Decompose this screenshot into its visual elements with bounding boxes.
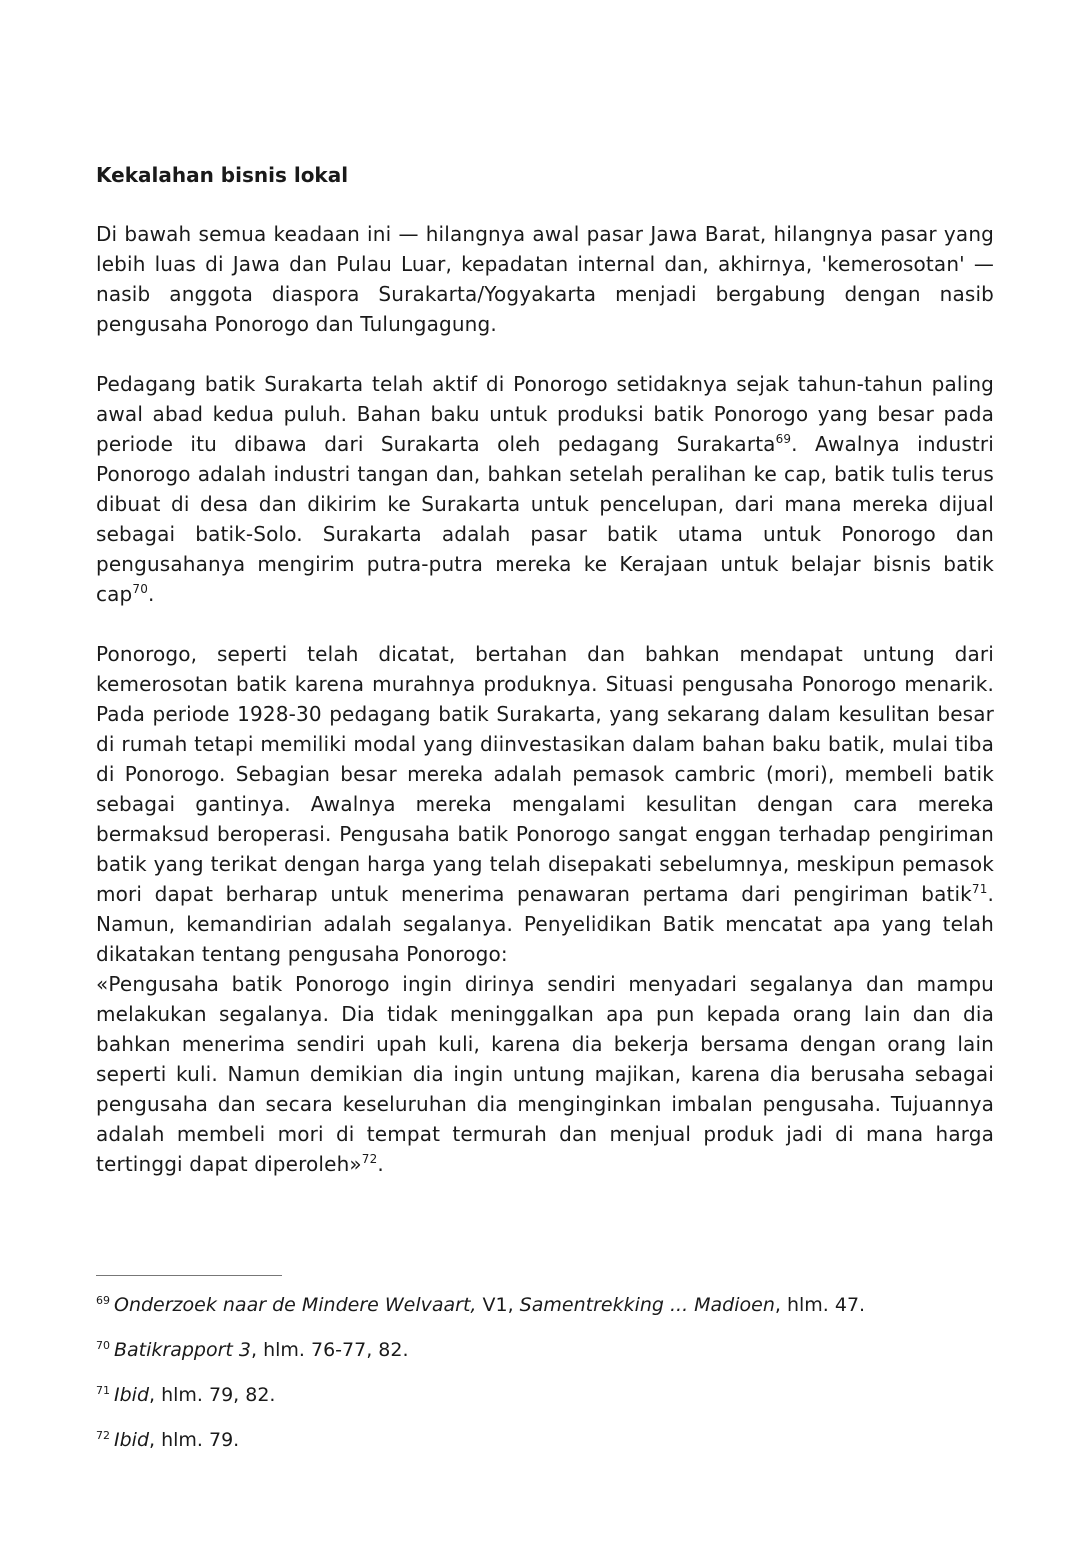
footnote-italic: Ibid — [114, 1384, 150, 1406]
footnote-number: 70 — [96, 1339, 110, 1352]
footnote-ref-70[interactable]: 70 — [132, 582, 148, 596]
footnote-71 — [96, 1381, 994, 1409]
quote-end: . — [377, 1152, 384, 1176]
footnote-italic: Samentrekking ... Madioen — [519, 1294, 775, 1316]
footnote-ref-72[interactable]: 72 — [361, 1152, 378, 1166]
footnote-italic: Batikrapport 3 — [114, 1339, 251, 1361]
section-heading: Kekalahan bisnis lokal — [96, 163, 349, 187]
footnote-number: 72 — [96, 1429, 110, 1442]
main-content — [96, 160, 994, 1179]
paragraph-2-text-b: . Awalnya industri Ponorogo adalah industri tangan dan, bahkan setelah peralihan ke cap, batik tulis terus dibuat di desa dan dikirim ke Surakarta untuk pencelupan, dari mana mereka dijual sebagai batik-Solo. Surakarta adalah pasar batik utama untuk Ponorogo dan pengusahanya mengirim putra-putra mereka ke Kerajaan untuk belajar bisnis batik cap — [96, 432, 994, 606]
paragraph-2-text-c: . — [147, 582, 155, 606]
paragraph-3 — [96, 639, 994, 969]
footnote-italic: Ibid — [114, 1429, 150, 1451]
footnote-69 — [96, 1291, 994, 1319]
footnote-text: V1, — [476, 1294, 520, 1316]
footnote-italic: Onderzoek naar de Mindere Welvaart, — [114, 1294, 477, 1316]
footnotes-section — [96, 1275, 994, 1471]
paragraph-3-text-a: Ponorogo, seperti telah dicatat, bertahan dan bahkan mendapat untung dari kemerosotan batik karena murahnya produknya. Situasi pengusaha Ponorogo menarik. Pada periode 1928-30 pedagang batik Surakarta, yang sekarang dalam kesulitan besar di rumah tetapi memiliki modal yang diinvestasikan dalam bahan baku batik, mulai tiba di Ponorogo. Sebagian besar mereka adalah pemasok cambric (mori), membeli batik sebagai gantinya. Awalnya mereka mengalami kesulitan dengan cara mereka bermaksud beroperasi. Pengusaha batik Ponorogo sangat enggan terhadap pengiriman batik yang terikat dengan harga yang telah disepakati sebelumnya, meskipun pemasok mori dapat berharap untuk menerima penawaran pertama dari pengiriman batik — [96, 642, 994, 906]
paragraph-2 — [96, 369, 994, 609]
paragraph-2-text-a: Pedagang batik Surakarta telah aktif di Ponorogo setidaknya sejak tahun-tahun paling awal abad kedua puluh. Bahan baku untuk produksi batik Ponorogo yang besar pada periode itu dibawa dari Surakarta oleh pedagang Surakarta — [96, 372, 994, 456]
footnote-text: , hlm. 76-77, 82. — [251, 1339, 409, 1361]
footnote-ref-71[interactable]: 71 — [971, 882, 988, 896]
quote-text: «Pengusaha batik Ponorogo ingin dirinya sendiri menyadari segalanya dan mampu melakukan segalanya. Dia tidak meninggalkan apa pun kepada orang lain dan dia bahkan menerima sendiri upah kuli, karena dia bekerja bersama dengan orang lain seperti kuli. Namun demikian dia ingin untung majikan, karena dia berusaha sebagai pengusaha dan secara keseluruhan dia menginginkan imbalan pengusaha. Tujuannya adalah membeli mori di tempat termurah dan menjual produk jadi di mana harga tertinggi dapat diperoleh» — [96, 972, 994, 1176]
paragraph-1-text: Di bawah semua keadaan ini — hilangnya awal pasar Jawa Barat, hilangnya pasar yang lebih luas di Jawa dan Pulau Luar, kepadatan internal dan, akhirnya, 'kemerosotan' — nasib anggota diaspora Surakarta/Yogyakarta menjadi bergabung dengan nasib pengusaha Ponorogo dan Tulungagung. — [96, 222, 994, 336]
footnote-text: , hlm. 79. — [149, 1429, 240, 1451]
footnote-divider — [96, 1275, 282, 1276]
footnote-number: 69 — [96, 1294, 110, 1307]
footnote-70 — [96, 1336, 994, 1364]
footnote-72 — [96, 1426, 994, 1454]
quote-paragraph — [96, 969, 994, 1179]
footnote-text: , hlm. 79, 82. — [149, 1384, 276, 1406]
footnote-number: 71 — [96, 1384, 110, 1397]
footnote-ref-69[interactable]: 69 — [775, 432, 792, 446]
paragraph-3-text-b: . Namun, kemandirian adalah segalanya. Penyelidikan Batik mencatat apa yang telah dikatakan tentang pengusaha Ponorogo: — [96, 882, 994, 966]
footnote-text: , hlm. 47. — [774, 1294, 866, 1316]
paragraph-1 — [96, 219, 994, 339]
